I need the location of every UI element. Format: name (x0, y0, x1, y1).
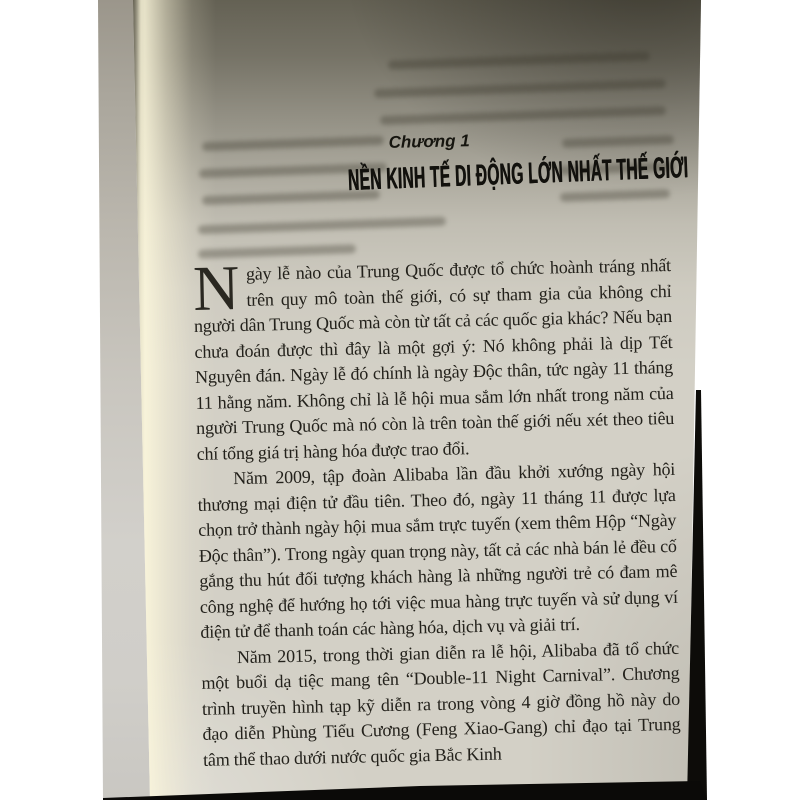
paragraph-text: gày lễ nào của Trung Quốc được tổ chức hoành tráng nhất trên quy mô toàn thế giới, có sự tham gia của không chỉ người dân Trung Quốc mà còn từ tất cả các quốc gia khác? Nếu bạn chưa đoán được thì đây là một gợi ý: Nó không phải là dịp Tết Nguyên đán. Ngày lễ đó chính là ngày Độc thân, tức ngày 11 tháng 11 hằng năm. Không chỉ là lễ hội mua sắm lớn nhất trong năm của người Trung Quốc mà nó còn là trên toàn thế giới nếu xét theo tiêu chí tổng giá trị hàng hóa được trao đổi. (193, 254, 675, 464)
page-content (190, 127, 689, 773)
paragraph: Năm 2015, trong thời gian diễn ra lễ hội, Alibaba đã tổ chức một buổi dạ tiệc mang tên “Double-11 Night Carnival”. Chương trình truyền hình tạp kỹ diễn ra trong vòng 4 giờ đồng hồ này do đạo diễn Phùng Tiểu Cương (Feng Xiao-Gang) chỉ đạo tại Trung tâm thể thao dưới nước quốc gia Bắc Kinh (201, 637, 681, 770)
paragraph: Năm 2009, tập đoàn Alibaba lần đầu khởi xướng ngày hội thương mại điện tử đầu tiên. Theo đó, ngày 11 tháng 11 được lựa chọn trở thành ngày hội mua sắm trực tuyến (xem thêm Hộp “Ngày Độc thân”). Trong ngày quan trọng này, tất cả các nhà bán lẻ đều cố gắng thu hút đối tượng khách hàng là những người trẻ có đam mê công nghệ để hướng họ tới việc mua hàng trực tuyến và sử dụng ví điện tử để thanh toán các hàng hóa, dịch vụ và giải trí. (197, 458, 678, 642)
chapter-title (190, 151, 689, 208)
body-text (193, 253, 682, 773)
paragraph (193, 253, 675, 467)
chapter-title-text: NỀN KINH TẾ DI ĐỘNG LỚN NHẤT THẾ GIỚI (347, 151, 689, 198)
chapter-number: Chương 1 (388, 131, 470, 152)
drop-cap: N (192, 252, 240, 324)
